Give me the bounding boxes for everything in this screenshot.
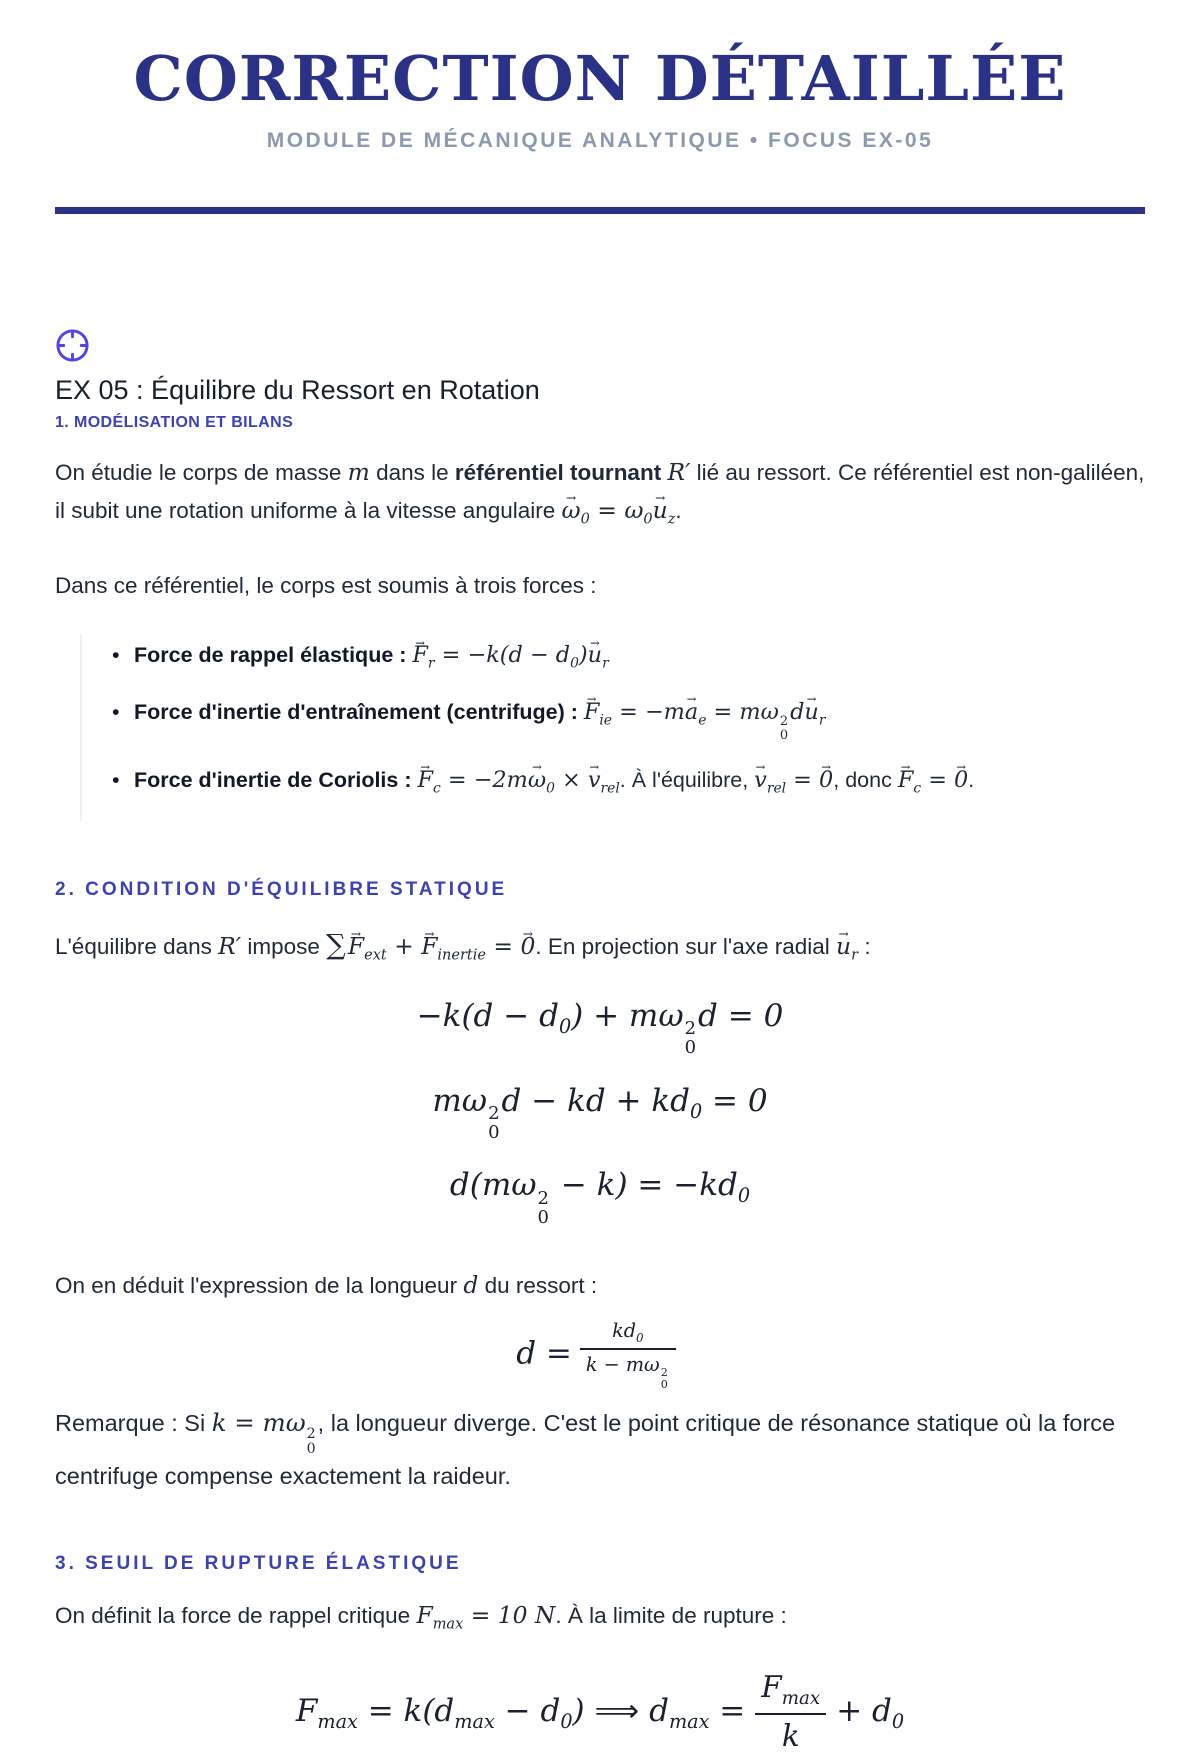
forces-list [80,634,1145,821]
rupture-fraction-numerator: $F_{max}$ [761,1670,821,1710]
section-3-intro: On définit la force de rappel critique $F_{max} = 10$ N. À la limite de rupture : [55,1601,787,1633]
exercise-icon-row [55,328,1145,364]
implies-arrow-icon: ⟹ [594,1692,640,1729]
document-subtitle: MODULE DE MÉCANIQUE ANALYTIQUE • FOCUS EX-05 [266,129,934,153]
result-fraction-denominator: k − mω 2 0 [580,1348,676,1391]
header-divider [55,207,1145,214]
section-1-intro: On étudie le corps de masse m dans le référentiel tournant R′ lié au ressort. Ce référentiel est non-galiléen, il subit une rotation uniforme à la vitesse angulaire → $\omega_0 = \omega_0\to u_z$. [55,454,1145,532]
equation-rupture [55,1669,1145,1755]
result-fraction-numerator: $kd_0$ [612,1319,644,1346]
equation-length-result [55,1319,1145,1391]
document-header [55,42,1145,214]
section-3-heading: 3. SEUIL DE RUPTURE ÉLASTIQUE [55,1553,462,1575]
document-title: CORRECTION DÉTAILLÉE [133,42,1067,115]
deduce-paragraph: On en déduit l'expression de la longueur d du ressort : [55,1271,598,1300]
result-fraction [580,1319,676,1391]
section-2-heading: 2. CONDITION D'ÉQUILIBRE STATIQUE [55,879,508,901]
force-item-centrifugal: • Force d'inertie d'entraînement (centrifuge) : → $F_{ie} = -m\to a_e = m\omega$ 2 0 $d\to u_r$ [112,695,1145,743]
result-lhs: d = [516,1335,572,1372]
exercise-title: EX 05 : Équilibre du Ressort en Rotation [55,375,540,406]
section-2-intro: L'équilibre dans R′ impose ∑→ $F_{ext}$ + → $F_{inertie}$ = → 0. En projection sur l'axe radial → $u_r$ : [55,923,1145,968]
rupture-mid: $d_{max}$ = [649,1692,746,1733]
rupture-tail: + $d_0$ [836,1692,905,1733]
equation-factored: d(mω 2 0 − $k) = -kd_0$ [449,1167,751,1228]
force-item-coriolis: • Force d'inertie de Coriolis : → $F_c = -2m\to \omega_0$ × → $v_{rel}$. À l'équilibre, → $v_{rel}$ = → 0, donc → $F_c$ = → 0. [112,763,1145,800]
rupture-fraction [755,1669,826,1755]
rupture-left: $F_{max} = k(d_{max} - d_0)$ [295,1692,585,1733]
document-body [55,328,1145,1755]
equation-expanded: mω 2 0 d − kd + $kd_0 = 0$ [432,1082,768,1144]
remark-paragraph: Remarque : Si k = mω 2 0 , la longueur diverge. C'est le point critique de résonance statique où la force centrifuge compense exactement la raideur. [55,1408,1116,1490]
forces-lead-paragraph: Dans ce référentiel, le corps est soumis à trois forces : [55,572,597,598]
force-item-elastic: • Force de rappel élastique : → $F_r = -k(d - d_0)\to u_r$ [112,638,1145,675]
rupture-fraction-denominator: k [755,1713,826,1755]
equation-projection: $-k(d - d_0) + m\omega$ 2 0 d = 0 [416,997,784,1059]
crosshair-icon [55,328,90,363]
section-1-heading: 1. MODÉLISATION ET BILANS [55,413,294,431]
